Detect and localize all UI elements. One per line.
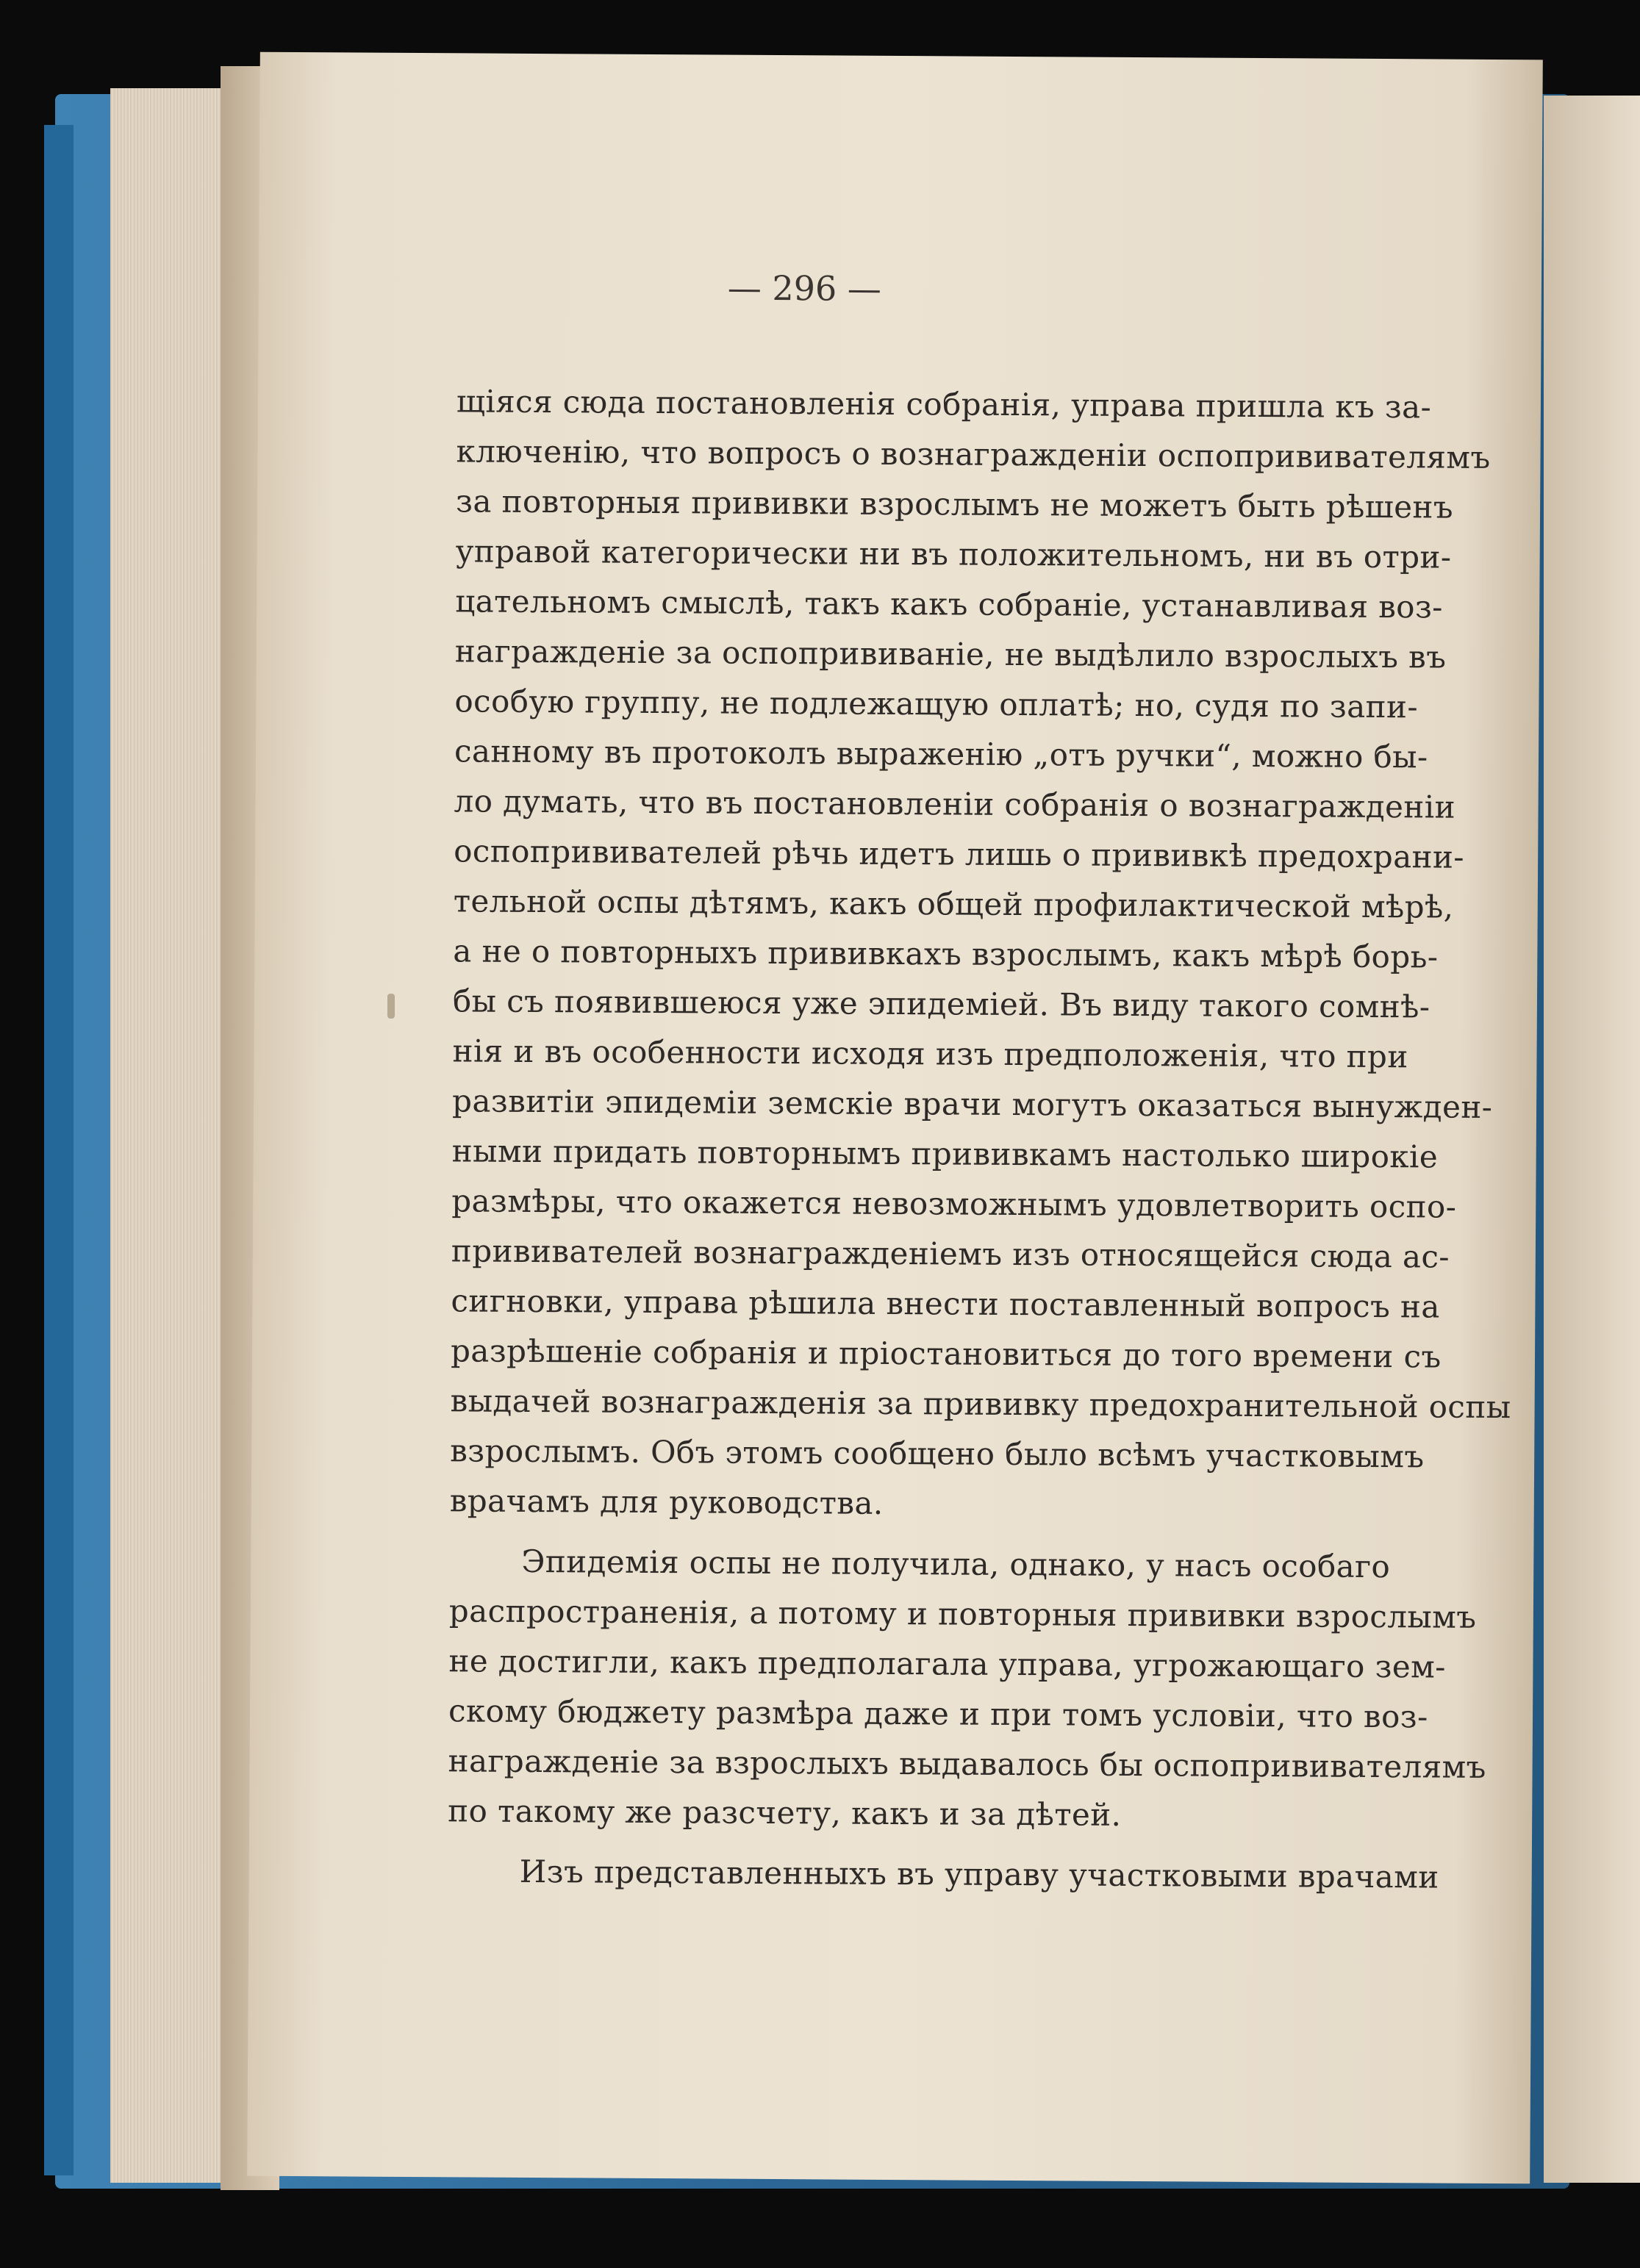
text-line: размѣры, что окажется невозможнымъ удовлетворить оспо-: [451, 1183, 1457, 1225]
text-line: не достигли, какъ предполагала управа, угрожающаго зем-: [448, 1643, 1446, 1685]
text-line: врачамъ для руководства.: [449, 1482, 884, 1521]
text-line: нія и въ особенности исходя изъ предположенія, что при: [452, 1033, 1408, 1075]
text-line: за повторныя прививки взрослымъ не можетъ быть рѣшенъ: [455, 483, 1454, 525]
text-line: ключенію, что вопросъ о вознагражденіи оспопрививателямъ: [456, 433, 1491, 476]
text-line: особую группу, не подлежащую оплатѣ; но, судя по запи-: [454, 683, 1419, 725]
text-line: награжденіе за оспопрививаніе, не выдѣлило взрослыхъ въ: [454, 633, 1447, 675]
text-line: санному въ протоколъ выраженію „отъ ручки“, можно бы-: [454, 733, 1428, 775]
text-line: скому бюджету размѣра даже и при томъ условіи, что воз-: [448, 1693, 1428, 1735]
text-line: по такому же разсчету, какъ и за дѣтей.: [448, 1792, 1122, 1833]
text-line: бы съ появившеюся уже эпидеміей. Въ виду такого сомнѣ-: [452, 983, 1430, 1025]
text-line: щіяся сюда постановленія собранія, управа пришла къ за-: [456, 383, 1432, 426]
text-line: Эпидемія оспы не получила, однако, у насъ особаго: [521, 1543, 1391, 1585]
text-line: выдачей вознагражденія за прививку предохранительной оспы: [450, 1382, 1511, 1426]
facing-page-edge: [1544, 96, 1640, 2183]
text-line: награжденіе за взрослыхъ выдавалось бы оспопрививателямъ: [448, 1743, 1486, 1785]
text-line: тельной оспы дѣтямъ, какъ общей профилактической мѣрѣ,: [453, 883, 1454, 925]
book-page: [247, 52, 1543, 2184]
book-cover-edge: [44, 125, 74, 2175]
page-number: — 296 —: [727, 268, 882, 309]
text-line: оспопрививателей рѣчь идетъ лишь о прививкѣ предохрани-: [454, 833, 1465, 875]
page-text: [448, 376, 1511, 1901]
text-line: распространенія, а потому и повторныя прививки взрослымъ: [448, 1593, 1477, 1635]
text-line: ными придать повторнымъ прививкамъ настолько широкіе: [451, 1133, 1439, 1175]
text-line: взрослымъ. Объ этомъ сообщено было всѣмъ участковымъ: [450, 1432, 1425, 1475]
page-mark: [387, 994, 395, 1019]
text-line: а не о повторныхъ прививкахъ взрослымъ, какъ мѣрѣ борь-: [453, 933, 1439, 975]
text-line: управой категорически ни въ положительномъ, ни въ отри-: [455, 533, 1452, 575]
text-line: прививателей вознагражденіемъ изъ относящейся сюда ас-: [451, 1232, 1450, 1275]
text-line: цательномъ смыслѣ, такъ какъ собраніе, устанавливая воз-: [455, 583, 1444, 625]
text-line: развитіи эпидеміи земскіе врачи могутъ оказаться вынужден-: [451, 1083, 1493, 1125]
text-line: сигновки, управа рѣшила внести поставленный вопросъ на: [451, 1282, 1440, 1325]
text-line: разрѣшеніе собранія и пріостановиться до того времени съ: [450, 1332, 1442, 1375]
text-line: ло думать, что въ постановленіи собранія о вознагражденіи: [454, 783, 1456, 825]
text-line: Изъ представленныхъ въ управу участковыми врачами: [519, 1853, 1439, 1895]
